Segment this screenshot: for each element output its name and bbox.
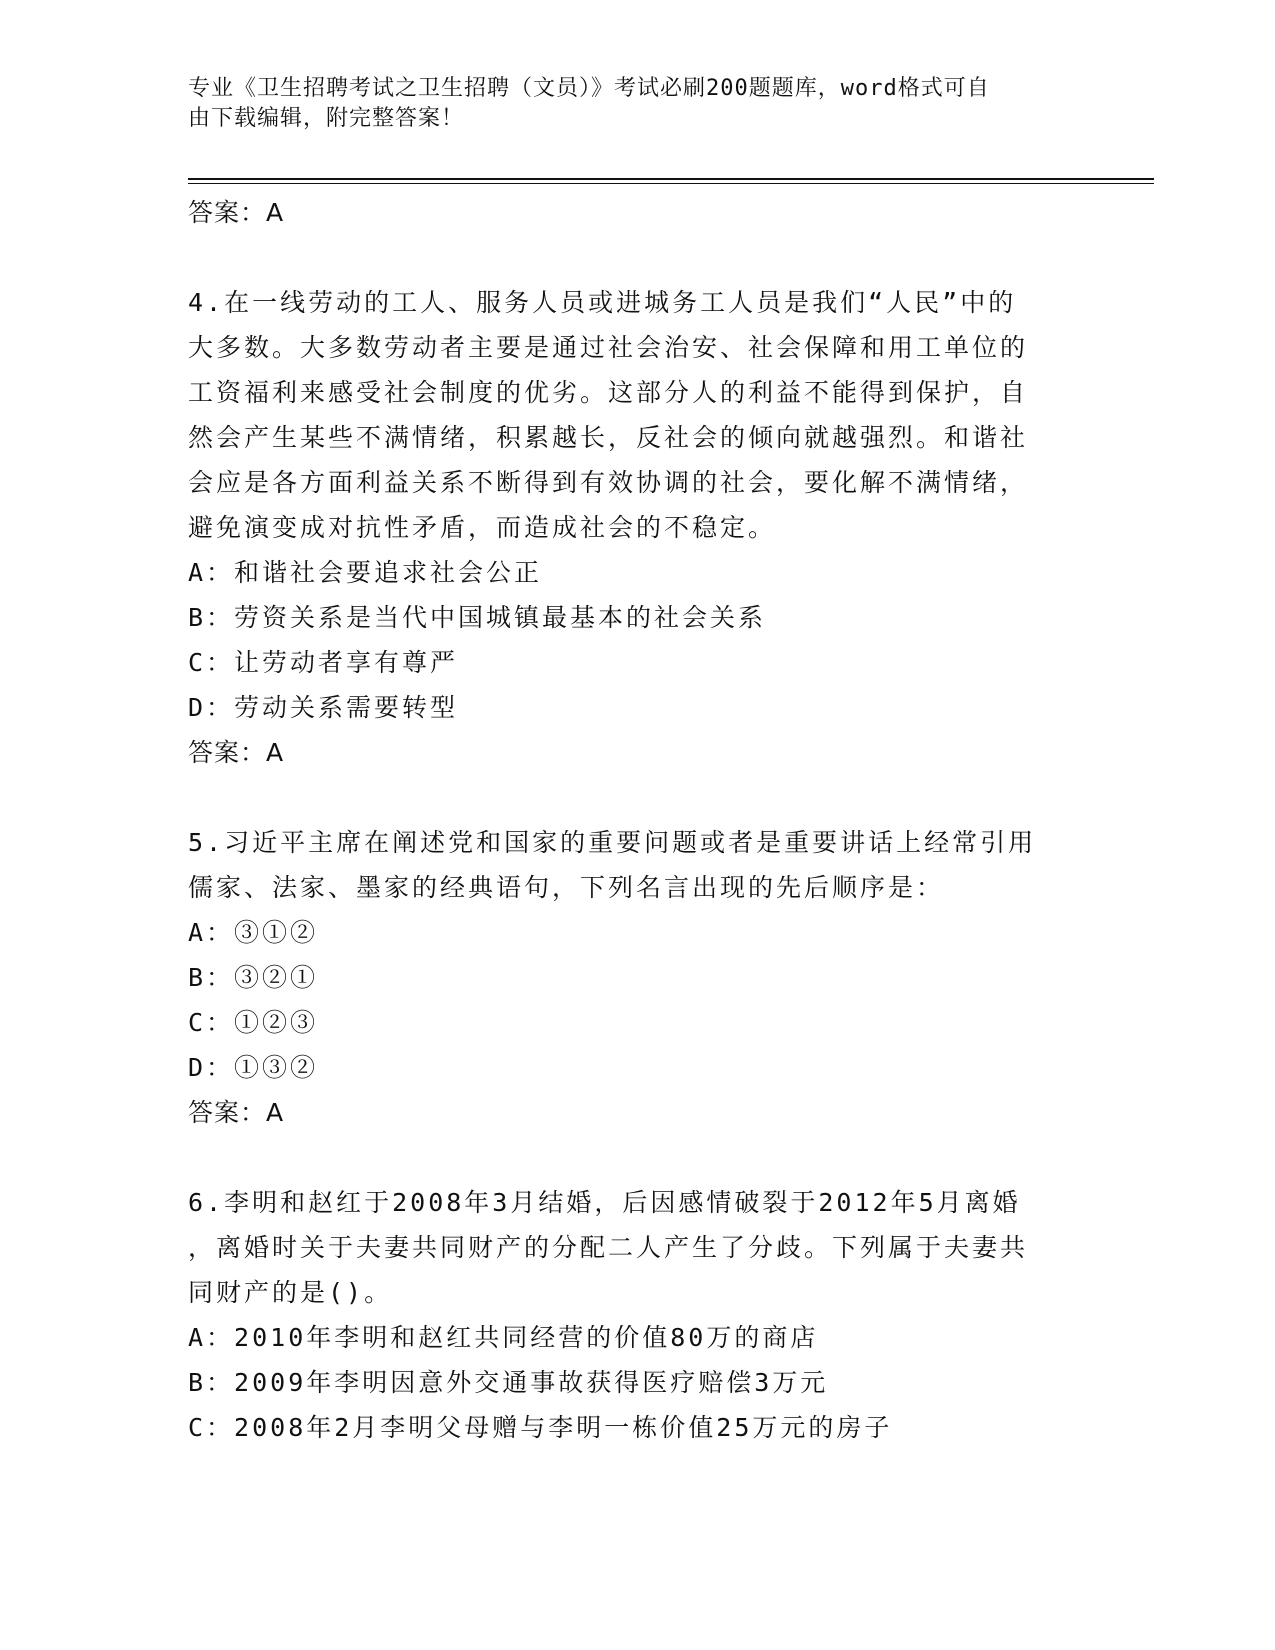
answer-line: 答案：A [188, 738, 285, 767]
header-line-2: 由下载编辑，附完整答案！ [188, 106, 465, 131]
question-block [188, 280, 1068, 775]
answer-line: 答案：A [188, 198, 285, 227]
question-text-line: 然会产生某些不满情绪，积累越长，反社会的倾向就越强烈。和谐社 [188, 423, 1029, 452]
option-d: D：①③② [188, 1053, 319, 1082]
header-line-1: 专业《卫生招聘考试之卫生招聘（文员）》考试必刷200题题库，word格式可自 [188, 76, 990, 101]
question-text-line: 工资福利来感受社会制度的优劣。这部分人的利益不能得到保护，自 [188, 378, 1029, 407]
option-c: C：让劳动者享有尊严 [188, 648, 459, 677]
option-b: B：③②① [188, 963, 319, 992]
document-content [188, 190, 1068, 1450]
question-text-line: ，离婚时关于夫妻共同财产的分配二人产生了分歧。下列属于夫妻共 [188, 1233, 1029, 1262]
question-text-line: 大多数。大多数劳动者主要是通过社会治安、社会保障和用工单位的 [188, 333, 1029, 362]
question-text-line: 避免演变成对抗性矛盾，而造成社会的不稳定。 [188, 513, 777, 542]
question-text-line: 儒家、法家、墨家的经典语句，下列名言出现的先后顺序是： [188, 873, 945, 902]
answer-line: 答案：A [188, 1098, 285, 1127]
option-d: D：劳动关系需要转型 [188, 693, 459, 722]
question-block [188, 1180, 1068, 1450]
option-a: A：和谐社会要追求社会公正 [188, 558, 543, 587]
spacer [188, 235, 1068, 280]
header-rule-thin [188, 183, 1154, 184]
option-c: C：2008年2月李明父母赠与李明一栋价值25万元的房子 [188, 1413, 893, 1442]
option-a: A：2010年李明和赵红共同经营的价值80万的商店 [188, 1323, 819, 1352]
question-block [188, 820, 1068, 1135]
question-text-line: 同财产的是()。 [188, 1278, 393, 1307]
spacer [188, 775, 1068, 820]
page-header [188, 74, 1068, 134]
header-rule-thick [188, 178, 1154, 180]
option-b: B：劳资关系是当代中国城镇最基本的社会关系 [188, 603, 767, 632]
question-text-line: 6.李明和赵红于2008年3月结婚，后因感情破裂于2012年5月离婚 [188, 1188, 1021, 1217]
option-b: B：2009年李明因意外交通事故获得医疗赔偿3万元 [188, 1368, 829, 1397]
spacer [188, 1135, 1068, 1180]
question-text-line: 会应是各方面利益关系不断得到有效协调的社会，要化解不满情绪， [188, 468, 1029, 497]
question-text-line: 4.在一线劳动的工人、服务人员或进城务工人员是我们“人民”中的 [188, 288, 1017, 317]
question-text-line: 5.习近平主席在阐述党和国家的重要问题或者是重要讲话上经常引用 [188, 828, 1037, 857]
option-c: C：①②③ [188, 1008, 319, 1037]
option-a: A：③①② [188, 918, 319, 947]
